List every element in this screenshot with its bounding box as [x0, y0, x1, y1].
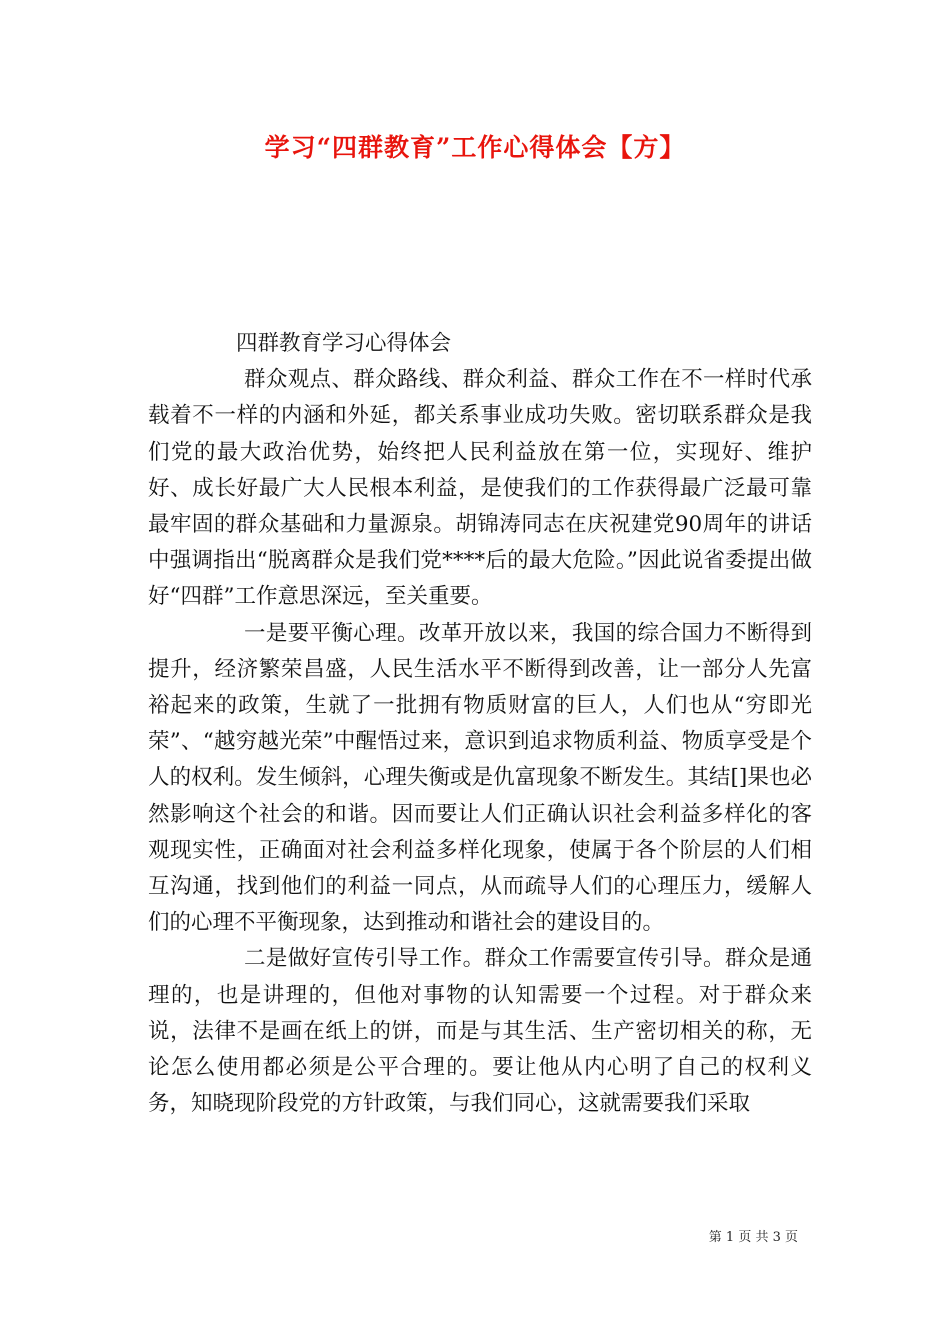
paragraph-intro: 群众观点、群众路线、群众利益、群众工作在不一样时代承载着不一样的内涵和外延，都关系事业成功失败。密切联系群众是我们党的最大政治优势，始终把人民利益放在第一位，实现好、维护好、成长好最广大人民根本利益，是使我们的工作获得最广泛最可靠最牢固的群众基础和力量源泉。胡锦涛同志在庆祝建党90周年的讲话中强调指出“脱离群众是我们党****后的最大危险。”因此说省委提出做好“四群”工作意思深远，至关重要。 [148, 367, 812, 610]
document-title: 学习“四群教育”工作心得体会【方】 [264, 133, 686, 162]
paragraph-publicity-guidance: 二是做好宣传引导工作。群众工作需要宣传引导。群众是通理的，也是讲理的，但他对事物的认知需要一个过程。对于群众来说，法律不是画在纸上的饼，而是与其生活、生产密切相关的称，无论怎么使用都必须是公平合理的。要让他从内心明了自己的权利义务，知晓现阶段党的方针政策，与我们同心，这就需要我们采取 [148, 946, 812, 1117]
page-number-footer: 第 1 页 共 3 页 [708, 1230, 798, 1245]
section-subtitle: 四群教育学习心得体会 [236, 331, 452, 356]
document-body [148, 326, 812, 1122]
paragraph-balance-mind: 一是要平衡心理。改革开放以来，我国的综合国力不断得到提升，经济繁荣昌盛，人民生活水平不断得到改善，让一部分人先富裕起来的政策，生就了一批拥有物质财富的巨人，人们也从“穷即光荣”、“越穷越光荣”中醒悟过来，意识到追求物质利益、物质享受是个人的权利。发生倾斜，心理失衡或是仇富现象不断发生。其结[]果也必然影响这个社会的和谐。因而要让人们正确认识社会利益多样化的客观现实性，正确面对社会利益多样化现象，使属于各个阶层的人们相互沟通，找到他们的利益一同点，从而疏导人们的心理压力，缓解人们的心理不平衡现象，达到推动和谐社会的建设目的。 [148, 620, 812, 936]
